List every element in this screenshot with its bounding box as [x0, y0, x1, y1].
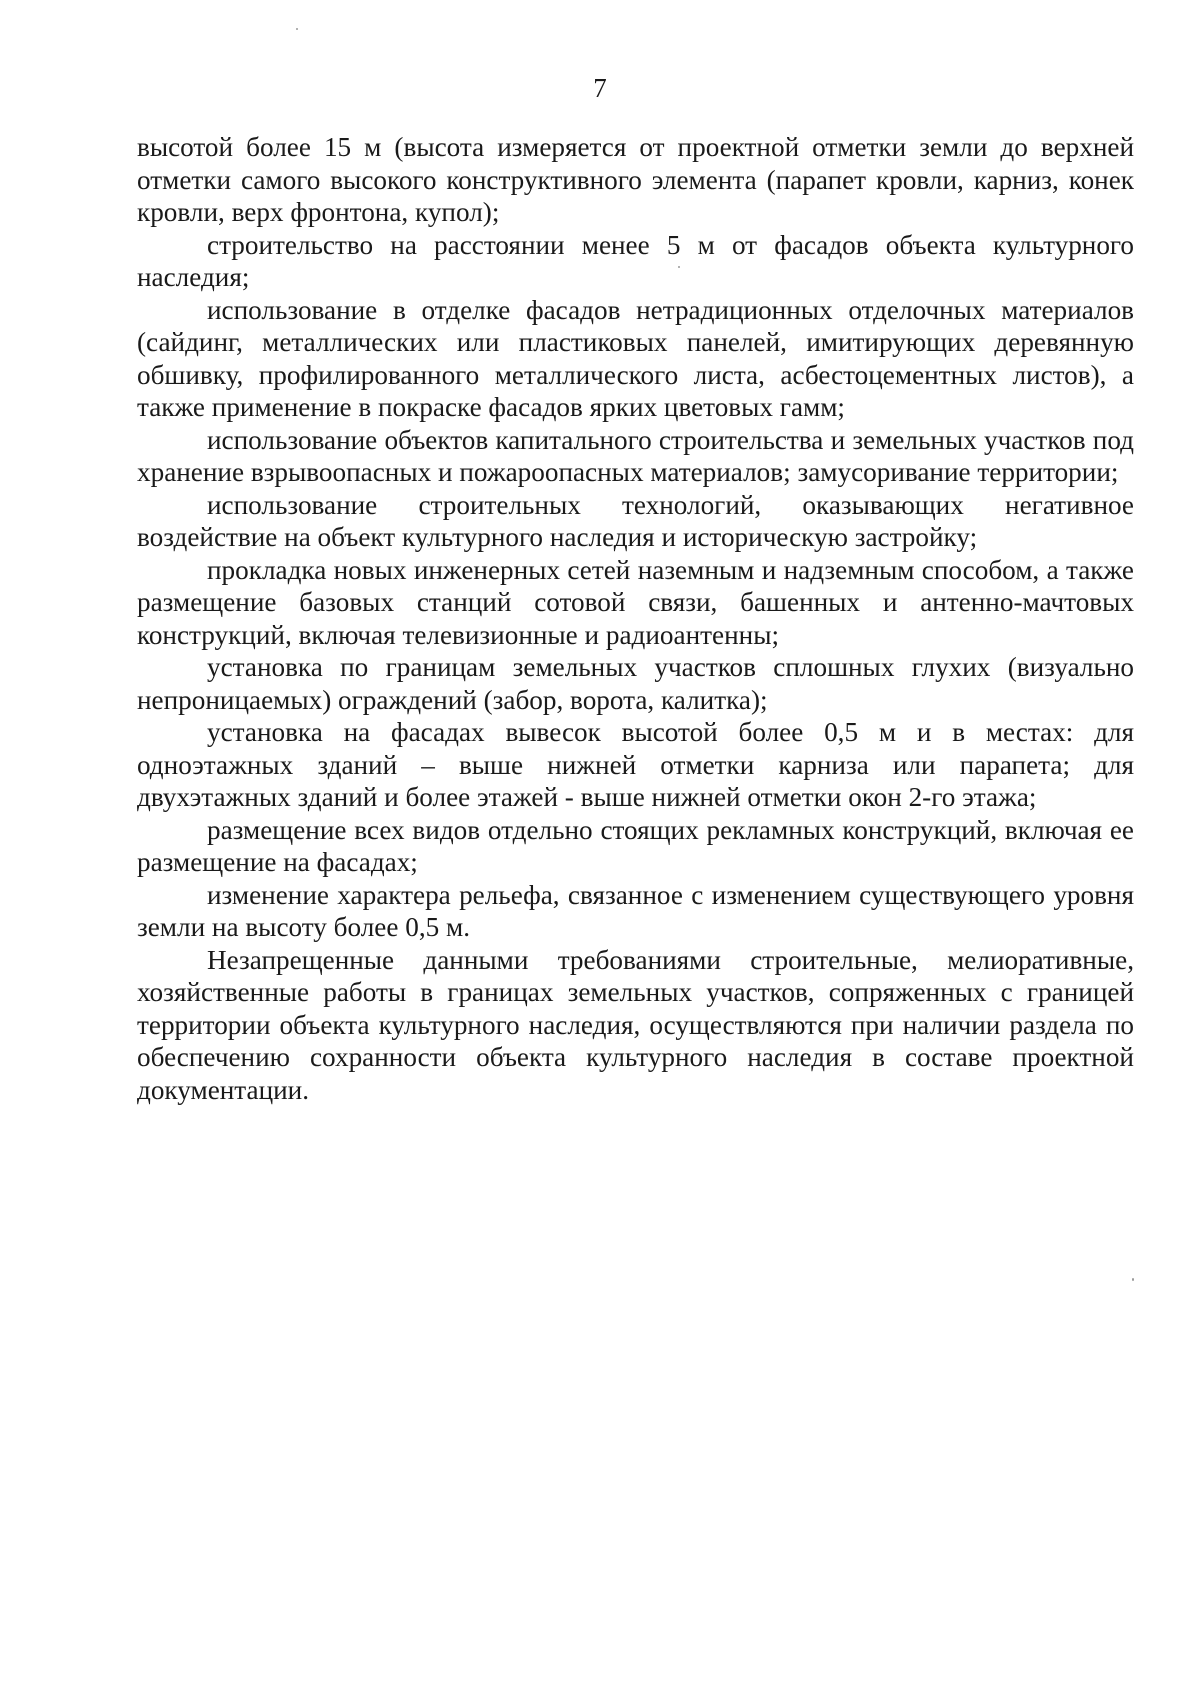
scan-speck: [1132, 1278, 1134, 1281]
paragraph-signboards: установка на фасадах вывесок высотой более 0,5 м и в местах: для одноэтажных зданий – выше нижней отметки карниза или парапета; для двухэтажных зданий и более этажей - выше нижней отметки окон 2-го этажа;: [137, 717, 1134, 812]
paragraph-facade-materials: использование в отделке фасадов нетрадиционных отделочных материалов (сайдинг, металлических или пластиковых панелей, имитирующих деревянную обшивку, профилированного металлического листа, асбестоцементных листов), а также применение в покраске фасадов ярких цветовых гамм;: [137, 294, 1134, 422]
paragraph-permitted-works: Незапрещенные данными требованиями строительные, мелиоративные, хозяйственные работы в границах земельных участков, сопряженных с границей территории объекта культурного наследия, осуществляются при наличии раздела по обеспечению сохранности объекта культурного наследия в составе проектной документации.: [137, 944, 1134, 1105]
paragraph-fences: установка по границам земельных участков сплошных глухих (визуально непроницаемых) ограждений (забор, ворота, калитка);: [137, 652, 1134, 715]
paragraph-hazardous-storage: использование объектов капитального строительства и земельных участков под хранение взрывоопасных и пожароопасных материалов; замусоривание территории;: [137, 424, 1134, 487]
document-body: [137, 131, 1134, 1106]
page-number: 7: [593, 73, 607, 103]
paragraph-advertising: размещение всех видов отдельно стоящих рекламных конструкций, включая ее размещение на фасадах;: [137, 814, 1134, 877]
paragraph-engineering-networks: прокладка новых инженерных сетей наземным и надземным способом, а также размещение базовых станций сотовой связи, башенных и антенно-мачтовых конструкций, включая телевизионные и радиоантенны;: [137, 554, 1134, 650]
scan-speck: [678, 266, 680, 268]
paragraph-construction-technologies: использование строительных технологий, оказывающих негативное воздействие на объект культурного наследия и историческую застройку;: [137, 489, 1134, 552]
paragraph-relief-change: изменение характера рельефа, связанное с изменением существующего уровня земли на высоту более 0,5 м.: [137, 879, 1134, 942]
scan-speck: [296, 28, 298, 30]
paragraph-setback-restriction: строительство на расстоянии менее 5 м от фасадов объекта культурного наследия;: [137, 229, 1134, 292]
paragraph-continuation: высотой более 15 м (высота измеряется от проектной отметки земли до верхней отметки самого высокого конструктивного элемента (парапет кровли, карниз, конек кровли, верх фронтона, купол);: [137, 132, 1134, 227]
